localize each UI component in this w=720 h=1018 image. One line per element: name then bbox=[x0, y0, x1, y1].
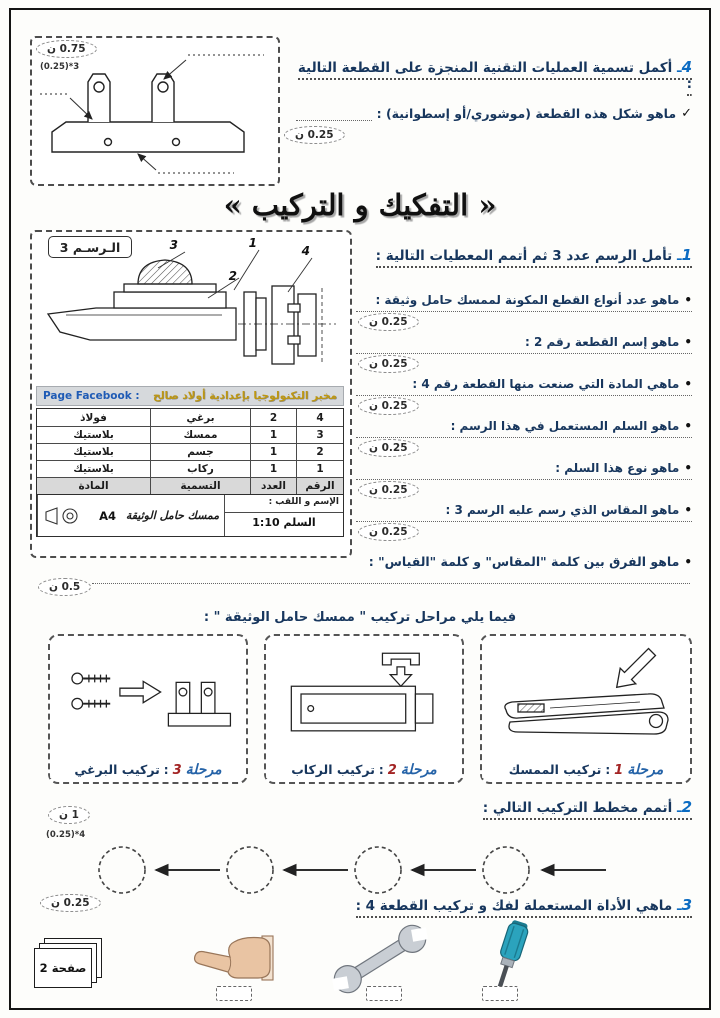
question-3-number: 3 bbox=[681, 896, 692, 914]
question-1-number: 1 bbox=[681, 246, 692, 264]
separator: : bbox=[163, 763, 169, 777]
tool-answer-box[interactable] bbox=[366, 986, 402, 1001]
stage-number: 3 bbox=[172, 763, 182, 778]
table-row bbox=[37, 460, 343, 477]
watermark-lab-name: مخبر التكنولوجيا بإعدادية أولاد صالح bbox=[153, 390, 337, 402]
question-4-text: أكمل تسمية العمليات التقنية المنجزة على القطعة التالية : bbox=[297, 60, 692, 92]
cell-material: بلاستيك bbox=[37, 427, 151, 443]
answer-circle[interactable] bbox=[483, 847, 529, 893]
stage-word: مرحلة bbox=[627, 762, 664, 778]
stage-word: مرحلة bbox=[185, 762, 222, 778]
hand-icon bbox=[188, 928, 274, 986]
stages-intro: فيما يلي مراحل تركيب " ممسك حامل الوثيقة " : bbox=[203, 610, 517, 625]
drawing3-label: الـرسـم 3 bbox=[48, 236, 132, 258]
tool-answer-box[interactable] bbox=[216, 986, 252, 1001]
stage-2-label bbox=[266, 762, 462, 778]
check-icon: ✓ bbox=[681, 106, 692, 121]
header-num: الرقم bbox=[297, 478, 343, 494]
callout-2: 2 bbox=[228, 269, 237, 283]
answer-circle[interactable] bbox=[355, 847, 401, 893]
answer-line[interactable] bbox=[356, 434, 692, 438]
name-label: الإسم و اللقب : bbox=[225, 495, 343, 513]
title-block-format bbox=[37, 495, 121, 536]
wrench-icon bbox=[322, 922, 438, 996]
answer-circle[interactable] bbox=[99, 847, 145, 893]
cell-num: 2 bbox=[316, 446, 324, 458]
projection-symbol-icon bbox=[43, 507, 83, 525]
stage-number: 2 bbox=[387, 763, 397, 778]
answer-line[interactable] bbox=[296, 116, 372, 121]
page-footer bbox=[34, 938, 104, 994]
bullet-text: ماهي المادة التي صنعت منها القطعة رقم 4 : bbox=[412, 377, 680, 391]
table-row bbox=[37, 409, 343, 426]
table-row bbox=[37, 443, 343, 460]
separator: ـ bbox=[676, 248, 682, 264]
bullet-text: ماهو عدد أنواع القطع المكونة لممسك حامل وثيقة : bbox=[375, 293, 680, 307]
stage-number: 1 bbox=[614, 763, 624, 778]
bullet-dot: • bbox=[684, 555, 692, 569]
title-block-name-scale bbox=[225, 495, 343, 536]
cell-qty: 1 bbox=[251, 461, 297, 477]
bullet-question bbox=[356, 376, 692, 418]
bullet-question bbox=[356, 460, 692, 502]
stage-1-label bbox=[482, 762, 690, 778]
title-ornament-right: « bbox=[478, 188, 497, 222]
cell-name: جسم bbox=[151, 444, 251, 460]
stage-1-figure bbox=[490, 642, 686, 746]
score-detail: 4*(0.25) bbox=[46, 830, 86, 840]
question-4-number: 4 bbox=[681, 58, 692, 76]
bullet-dot: • bbox=[684, 503, 692, 517]
score-badge: 0.25 ن bbox=[358, 397, 419, 415]
score-badge: 0.25 ن bbox=[358, 313, 419, 331]
score-badge: 0.25 ن bbox=[358, 481, 419, 499]
callout-3: 3 bbox=[169, 238, 178, 252]
stage-name: تركيب البرغي bbox=[74, 762, 160, 777]
cell-qty: 2 bbox=[251, 409, 297, 426]
page-sheet-front bbox=[34, 948, 92, 988]
cell-num: 4 bbox=[316, 411, 324, 424]
cell-name: ممسك bbox=[151, 427, 251, 443]
watermark-bar bbox=[36, 386, 344, 406]
cell-qty: 1 bbox=[251, 427, 297, 443]
separator: ـ bbox=[676, 898, 682, 914]
header-material: المادة bbox=[37, 478, 151, 494]
stage-2-box bbox=[264, 634, 464, 784]
paper-format-label: A4 bbox=[99, 508, 116, 523]
table-row bbox=[37, 426, 343, 443]
bullet-dot: • bbox=[684, 461, 692, 475]
watermark-page-facebook: Page Facebook : bbox=[43, 390, 140, 402]
tool-answer-box[interactable] bbox=[482, 986, 518, 1001]
page-number-label: صفحة 2 bbox=[39, 961, 87, 975]
question-3-header bbox=[290, 896, 692, 914]
answer-line[interactable] bbox=[356, 308, 692, 312]
score-badge: 0.5 ن bbox=[38, 578, 91, 596]
shape-question-text: ماهو شكل هذه القطعة (موشوري/أو إسطوانية) : bbox=[376, 106, 677, 121]
answer-line[interactable] bbox=[92, 580, 690, 584]
stage-name: تركيب الممسك bbox=[508, 762, 602, 777]
parts-table bbox=[36, 408, 344, 495]
bullet-dot: • bbox=[684, 419, 692, 433]
cell-name: ركاب bbox=[151, 461, 251, 477]
section-title bbox=[0, 188, 720, 222]
separator: : bbox=[605, 763, 611, 777]
shape-sub-question bbox=[296, 106, 692, 121]
question-2-text: أتمم مخطط التركيب التالي : bbox=[482, 800, 673, 816]
question-2-header bbox=[330, 798, 692, 816]
bullet-text: ماهو السلم المستعمل في هذا الرسم : bbox=[450, 419, 680, 433]
score-badge: 0.25 ن bbox=[284, 126, 345, 144]
drawing3-figure bbox=[36, 236, 346, 384]
separator: ـ bbox=[676, 60, 682, 76]
bullet-questions bbox=[356, 292, 692, 544]
separator: ـ bbox=[676, 800, 682, 816]
bullet-question bbox=[356, 502, 692, 544]
header-qty: العدد bbox=[251, 478, 297, 494]
answer-line[interactable] bbox=[356, 476, 692, 480]
bullet-dot: • bbox=[684, 377, 692, 391]
score-badge: 0.25 ن bbox=[40, 894, 101, 912]
question-3-text: ماهي الأداة المستعملة لفك و تركيب القطعة 4 : bbox=[355, 898, 673, 914]
score-badge: 1 ن bbox=[48, 806, 90, 824]
question-1-text: تأمل الرسم عدد 3 ثم أتمم المعطيات التالية : bbox=[375, 248, 673, 264]
question-1-header bbox=[356, 246, 692, 264]
assembly-diagram bbox=[92, 838, 622, 902]
bullet-text: ماهو المقاس الذي رسم عليه الرسم 3 : bbox=[445, 503, 680, 517]
part-title: ممسك حامل الوثيقة bbox=[121, 495, 225, 536]
score-badge: 0.75 ن bbox=[36, 40, 97, 58]
cell-material: بلاستيك bbox=[37, 444, 151, 460]
bullet-text: ماهو الفرق بين كلمة "المقاس" و كلمة "القياس" : bbox=[368, 554, 680, 569]
cell-num: 1 bbox=[316, 463, 324, 475]
cell-material: بلاستيك bbox=[37, 461, 151, 477]
stage-name: تركيب الركاب bbox=[291, 762, 375, 777]
difference-question bbox=[60, 554, 692, 570]
bullet-question bbox=[356, 334, 692, 376]
bullet-dot: • bbox=[684, 293, 692, 307]
question-4-header bbox=[292, 58, 692, 92]
table-header-row bbox=[37, 477, 343, 494]
score-badge: 0.25 ن bbox=[358, 439, 419, 457]
scale-label: السلم 1:10 bbox=[252, 516, 316, 529]
stage-3-box bbox=[48, 634, 248, 784]
answer-line[interactable] bbox=[356, 518, 692, 522]
callout-1: 1 bbox=[248, 236, 257, 250]
stage-3-label bbox=[50, 762, 246, 778]
cell-num: 3 bbox=[316, 429, 324, 441]
bullet-text: ماهو نوع هذا السلم : bbox=[555, 461, 680, 475]
stage-1-box bbox=[480, 634, 692, 784]
separator: : bbox=[378, 763, 384, 777]
stage-3-figure bbox=[54, 642, 244, 746]
title-block bbox=[36, 495, 344, 537]
bullet-text: ماهو إسم القطعة رقم 2 : bbox=[524, 335, 680, 349]
header-name: التسمية bbox=[151, 478, 251, 494]
answer-circle[interactable] bbox=[227, 847, 273, 893]
score-badge: 0.25 ن bbox=[358, 355, 419, 373]
stage-word: مرحلة bbox=[400, 762, 437, 778]
question-2-number: 2 bbox=[681, 798, 692, 816]
bullet-question bbox=[356, 418, 692, 460]
cell-name: برغي bbox=[151, 409, 251, 426]
title-ornament-left: » bbox=[223, 188, 242, 222]
answer-line[interactable] bbox=[356, 350, 692, 354]
cell-qty: 1 bbox=[251, 444, 297, 460]
cell-material: فولاذ bbox=[37, 409, 151, 426]
title-text: التفكيك و التركيب bbox=[251, 188, 469, 222]
callout-4: 4 bbox=[301, 244, 310, 258]
score-detail: 3*(0.25) bbox=[40, 62, 80, 72]
score-badge: 0.25 ن bbox=[358, 523, 419, 541]
piece-drawing-box bbox=[30, 36, 280, 186]
answer-line[interactable] bbox=[356, 392, 692, 396]
stage-2-figure bbox=[270, 642, 460, 746]
bullet-dot: • bbox=[684, 335, 692, 349]
bullet-question bbox=[356, 292, 692, 334]
